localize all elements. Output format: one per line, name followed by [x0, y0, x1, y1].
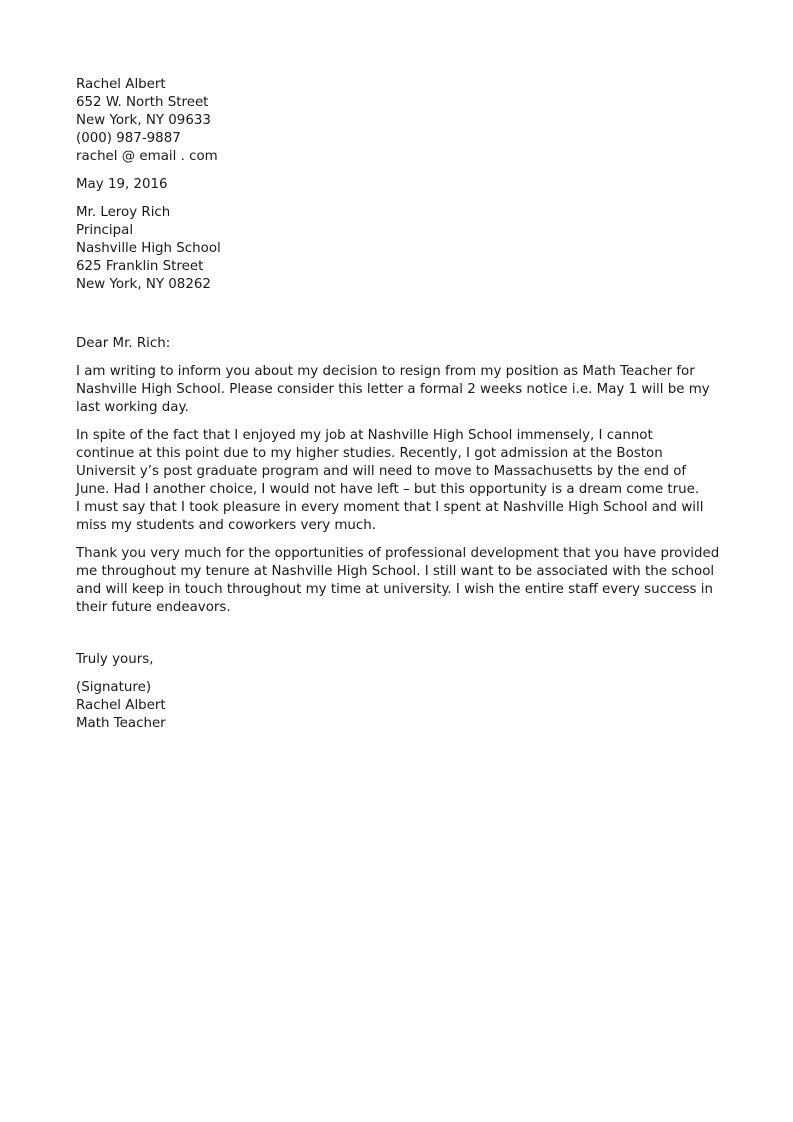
- paragraph-line: their future endeavors.: [76, 600, 231, 615]
- paragraph-line: I am writing to inform you about my decision to resign from my position as Math Teacher for: [76, 364, 695, 379]
- paragraph-1: [76, 363, 726, 417]
- sender-phone: (000) 987-9887: [76, 131, 181, 146]
- sender-address-block: [76, 76, 726, 166]
- signature-placeholder: (Signature): [76, 680, 152, 695]
- salutation: Dear Mr. Rich:: [76, 336, 171, 351]
- sender-email: rachel @ email . com: [76, 149, 218, 164]
- signature-title: Math Teacher: [76, 716, 166, 731]
- paragraph-line: Thank you very much for the opportunities of professional development that you have provided: [76, 546, 720, 561]
- letter-page: [76, 76, 726, 733]
- salutation-block: [76, 335, 726, 353]
- paragraph-line: and will keep in touch throughout my time at university. I wish the entire staff every success in: [76, 582, 713, 597]
- paragraph-3: [76, 545, 726, 617]
- paragraph-line: Nashville High School. Please consider this letter a formal 2 weeks notice i.e. May 1 will be my: [76, 382, 710, 397]
- closing: Truly yours,: [76, 652, 154, 667]
- sender-street: 652 W. North Street: [76, 95, 209, 110]
- recipient-address-block: [76, 204, 726, 294]
- paragraph-line: miss my students and coworkers very much.: [76, 518, 377, 533]
- letter-date-block: [76, 176, 726, 194]
- paragraph-line: continue at this point due to my higher studies. Recently, I got admission at the Boston: [76, 446, 663, 461]
- sender-name: Rachel Albert: [76, 77, 166, 92]
- paragraph-line: Universit y’s post graduate program and will need to move to Massachusetts by the end of: [76, 464, 687, 479]
- closing-block: [76, 651, 726, 669]
- recipient-organization: Nashville High School: [76, 241, 221, 256]
- signature-block: [76, 679, 726, 733]
- paragraph-line: I must say that I took pleasure in every moment that I spent at Nashville High School and will: [76, 500, 704, 515]
- paragraph-line: In spite of the fact that I enjoyed my job at Nashville High School immensely, I cannot: [76, 428, 653, 443]
- recipient-title: Principal: [76, 223, 134, 238]
- recipient-street: 625 Franklin Street: [76, 259, 204, 274]
- recipient-city: New York, NY 08262: [76, 277, 211, 292]
- recipient-name: Mr. Leroy Rich: [76, 205, 171, 220]
- paragraph-line: June. Had I another choice, I would not have left – but this opportunity is a dream come true.: [76, 482, 700, 497]
- sender-city: New York, NY 09633: [76, 113, 211, 128]
- letter-date: May 19, 2016: [76, 177, 168, 192]
- paragraph-2: [76, 427, 726, 535]
- paragraph-line: me throughout my tenure at Nashville High School. I still want to be associated with the school: [76, 564, 715, 579]
- signature-name: Rachel Albert: [76, 698, 166, 713]
- paragraph-line: last working day.: [76, 400, 189, 415]
